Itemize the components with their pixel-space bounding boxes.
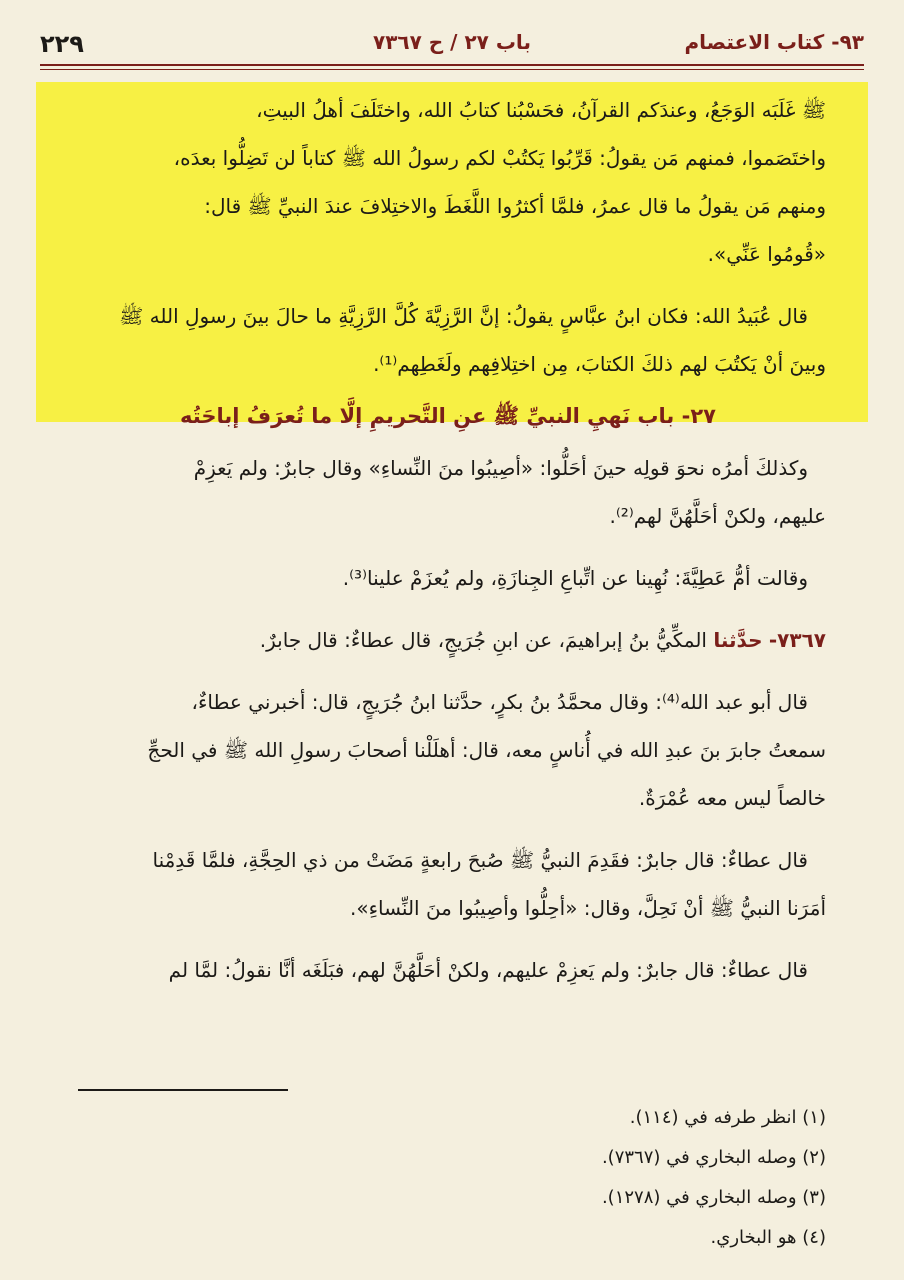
paragraph-line: قال عطاءٌ: قال جابرٌ: فقَدِمَ النبيُّ ﷺ صُبحَ رابعةٍ مَضَتْ من ذي الحِجَّةِ، فلمَّا قَدِمْنا: [152, 848, 808, 872]
paragraph-line: سمعتُ جابرَ بنَ عبدِ الله في أُناسٍ معه، قال: أهلَلْنا أصحابَ رسولِ الله ﷺ في الحجِّ: [147, 738, 826, 762]
hadith-heading: [70, 616, 826, 664]
header-rule: [40, 64, 864, 66]
highlighted-line: ومنهم مَن يقولُ ما قال عمرُ، فلمَّا أكثرُوا اللَّغَطَ والاختِلافَ عندَ النبيِّ ﷺ قال:: [204, 194, 826, 218]
header-rule-thin: [40, 69, 864, 70]
chapter-number: ٢٧-: [681, 404, 716, 428]
paragraph-line: وقالت أمُّ عَطِيَّةَ: نُهِينا عن اتِّباعِ الجِنازَةِ، ولم يُعزَمْ علينا⁽³⁾.: [342, 566, 808, 590]
footnote: (٤) هو البخاري.: [710, 1227, 826, 1248]
highlighted-line: وبينَ أنْ يَكتُبَ لهم ذلكَ الكتابَ، مِن اختِلافِهم ولَغَطِهم⁽¹⁾.: [373, 352, 826, 376]
highlighted-line: واختَصَموا، فمنهم مَن يقولُ: قَرِّبُوا يَكتُبْ لكم رسولُ الله ﷺ كتاباً لن تَضِلُّوا بعدَه،: [173, 146, 826, 170]
footnotes: [78, 1098, 826, 1258]
paragraph-line: قال عطاءٌ: قال جابرٌ: ولم يَعزِمْ عليهم، ولكنْ أحَلَّهُنَّ لهم، فبَلَغَه أنَّا نقولُ: لمَّا لم: [168, 958, 808, 982]
page-number: ٢٢٩: [40, 30, 84, 58]
chapter-title: باب نَهيِ النبيِّ ﷺ عنِ التَّحريمِ إلَّا ما تُعرَفُ إباحَتُه: [180, 404, 675, 428]
paragraph-line: خالصاً ليس معه عُمْرَةٌ.: [638, 786, 826, 810]
highlighted-line: قال عُبَيدُ الله: فكان ابنُ عبَّاسٍ يقولُ: إنَّ الرَّزِيَّةَ كُلَّ الرَّزِيَّةِ ما حالَ بينَ رسولِ الله ﷺ: [119, 304, 808, 328]
paragraph-line: قال أبو عبد الله⁽⁴⁾: وقال محمَّدُ بنُ بكرٍ، حدَّثنا ابنُ جُرَيجٍ، قال: أخبرني عطاءٌ،: [191, 690, 808, 714]
highlighted-line: ﷺ غَلَبَه الوَجَعُ، وعندَكم القرآنُ، فحَسْبُنا كتابُ الله، واختَلَفَ أهلُ البيتِ،: [256, 98, 826, 122]
running-header: [40, 30, 864, 66]
chapter-heading: [70, 392, 826, 440]
chapter-reference: باب ٢٧ / ح ٧٣٦٧: [373, 30, 531, 54]
footnote: (٢) وصله البخاري في (٧٣٦٧).: [601, 1147, 826, 1168]
paragraph-line: عليهم، ولكنْ أحَلَّهُنَّ لهم⁽²⁾.: [609, 504, 826, 528]
paragraph-line: وكذلكَ أمرُه نحوَ قولِه حينَ أحَلُّوا: «أصِيبُوا منَ النِّساءِ» وقال جابرٌ: ولم يَعزِمْ: [193, 456, 808, 480]
hadith-lead: حدَّثنا: [713, 628, 763, 652]
footnote: (١) انظر طرفه في (١١٤).: [629, 1107, 826, 1128]
main-text: [70, 86, 826, 994]
highlighted-line: «قُومُوا عَنِّي».: [707, 242, 826, 266]
footnote: (٣) وصله البخاري في (١٢٧٨).: [601, 1187, 826, 1208]
footnote-rule: [78, 1089, 288, 1091]
hadith-chain: المكِّيُّ بنُ إبراهيمَ، عن ابنِ جُرَيجٍ، قال عطاءٌ: قال جابرٌ.: [259, 628, 707, 652]
paragraph-line: أمَرَنا النبيُّ ﷺ أنْ نَحِلَّ، وقال: «أحِلُّوا وأصِيبُوا منَ النِّساءِ».: [349, 896, 826, 920]
book-title: ٩٣- كتاب الاعتصام: [684, 30, 864, 54]
hadith-number: ٧٣٦٧-: [768, 628, 826, 652]
